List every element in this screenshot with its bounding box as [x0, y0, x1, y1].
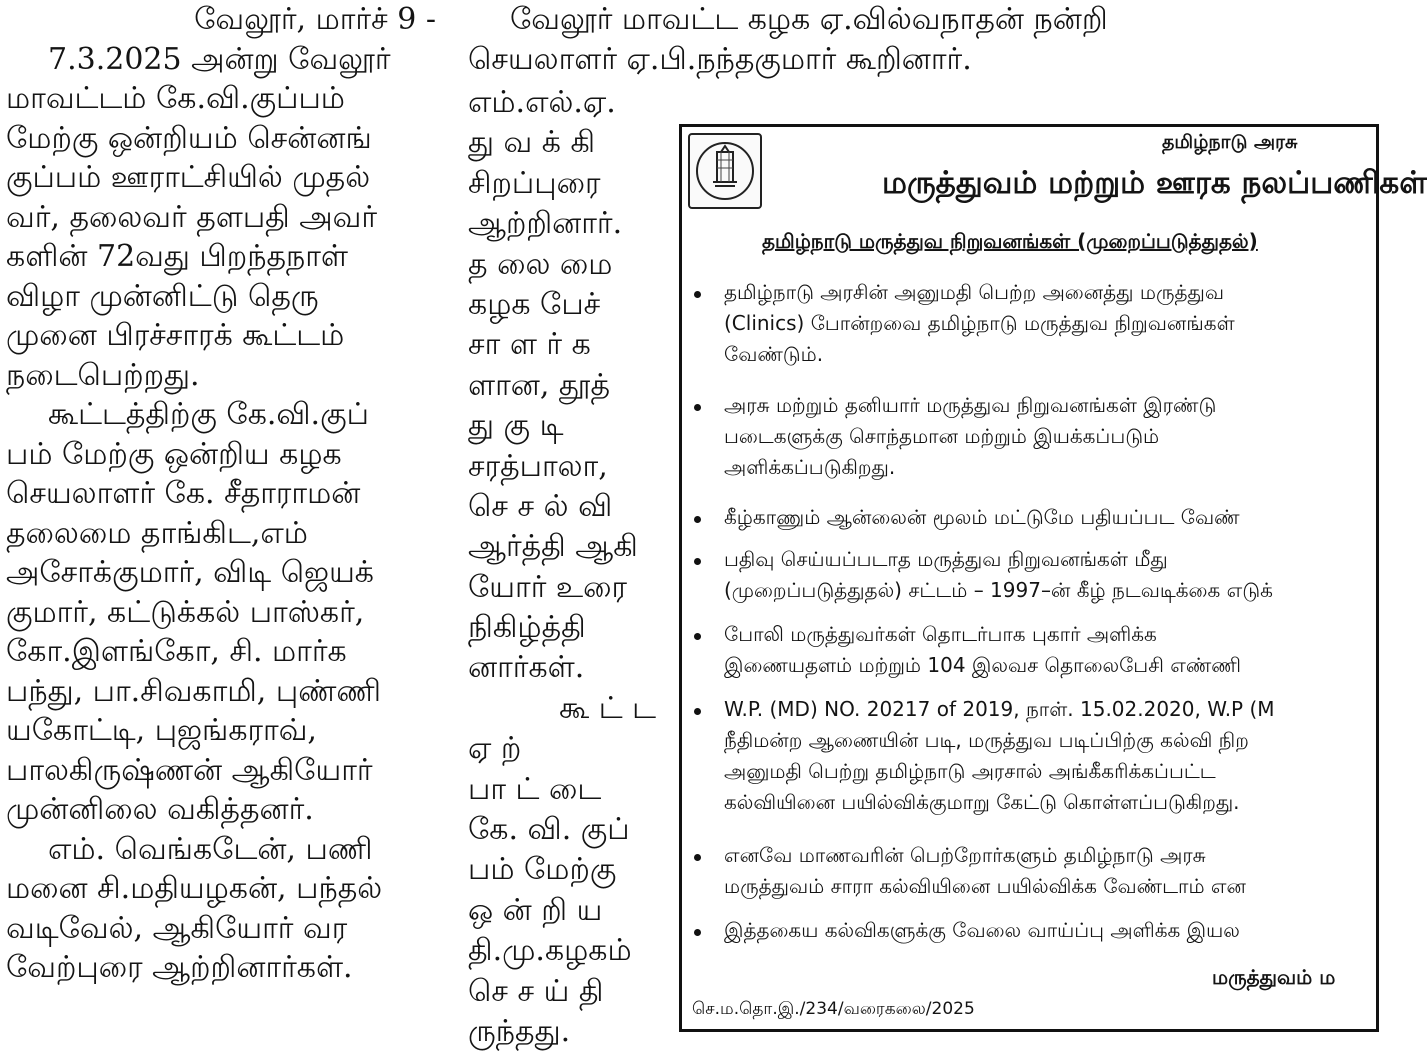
text-line: குப்பம் ஊராட்சியில் முதல் [6, 160, 371, 195]
text-line: நடைபெற்றது. [6, 357, 200, 393]
text-line: சரத்பாலா, [468, 448, 608, 484]
article-column-middle [468, 83, 656, 1052]
text-line: ஆற்றினார். [468, 206, 623, 242]
ad-bullet [682, 694, 1382, 818]
text-line: நிகிழ்த்தி [468, 610, 586, 646]
bullet-icon [694, 708, 701, 715]
text-line: னார்கள். [468, 650, 585, 686]
text-line: து வ க் கி [468, 125, 596, 161]
bullet-line: கல்வியினை பயில்விக்குமாறு கேட்டு கொள்ளப்படுகிறது. [724, 790, 1240, 814]
government-advertisement [679, 124, 1427, 1032]
bullet-icon [694, 516, 701, 523]
ad-bullet [682, 390, 1382, 483]
ad-bullet [682, 277, 1382, 370]
article-column-top [468, 0, 1358, 79]
bullet-line: போலி மருத்துவர்கள் தொடர்பாக புகார் அளிக்க [724, 622, 1157, 646]
ad-bullet [682, 502, 1382, 533]
text-line: வர், தலைவர் தளபதி அவர் [6, 199, 377, 235]
bullet-line: அளிக்கப்படுகிறது. [724, 455, 896, 479]
text-line: செயலாளர் கே. சீதாராமன் [6, 476, 361, 511]
text-line: மாவட்டம் கே.வி.குப்பம் [6, 81, 345, 116]
ad-signature: மருத்துவம் ம [1212, 965, 1336, 989]
text-line: மேற்கு ஒன்றியம் சென்னங் [6, 120, 372, 156]
text-line: செ ச ல் வி [468, 488, 613, 524]
dateline: வேலூர், மார்ச் 9 - [194, 2, 436, 37]
bullet-icon [694, 854, 701, 861]
text-line: விழா முன்னிட்டு தெரு [6, 278, 319, 314]
bullet-line: அரசு மற்றும் தனியார் மருத்துவ நிறுவனங்கள் இரண்டு [724, 393, 1217, 417]
bullet-line: படைகளுக்கு சொந்தமான மற்றும் இயக்கப்படும் [724, 424, 1160, 448]
bullet-line: (Clinics) போன்றவை தமிழ்நாடு மருத்துவ நிறுவனங்கள் [724, 311, 1235, 335]
bullet-line: வேண்டும். [724, 342, 824, 366]
ad-bullet [682, 840, 1382, 902]
bullet-line: அனுமதி பெற்று தமிழ்நாடு அரசால் அங்கீகரிக்கப்பட்ட [724, 759, 1216, 783]
text-line: எம்.எல்.ஏ. [468, 85, 616, 120]
bullet-line: W.P. (MD) NO. 20217 of 2019, நாள். 15.02.2020, W.P (M [724, 697, 1275, 721]
text-line: அசோக்குமார், விடி ஜெயக் [6, 555, 374, 590]
ad-bullet [682, 619, 1382, 681]
ad-bullet [682, 915, 1382, 946]
text-line: சா ள ர் க [468, 327, 591, 363]
text-line: யோர் உரை [468, 569, 628, 605]
bullet-icon [694, 291, 701, 298]
text-line: ஏ ற் [468, 731, 522, 767]
text-line: கே. வி. குப் [468, 812, 630, 848]
text-line: தி.மு.கழகம் [468, 933, 632, 969]
text-line: பாலகிருஷ்ணன் ஆகியோர் [6, 752, 373, 788]
text-line: பந்து, பா.சிவகாமி, புண்ணி [6, 673, 381, 709]
article-column-left [6, 0, 436, 988]
bullet-line: எனவே மாணவரின் பெற்றோர்களும் தமிழ்நாடு அரசு [724, 843, 1206, 867]
bullet-line: இணையதளம் மற்றும் 104 இலவச தொலைபேசி எண்ணி [724, 653, 1242, 677]
text-line: பம் மேற்கு ஒன்றிய கழக [6, 436, 342, 472]
text-line: முன்னிலை வகித்தனர். [6, 792, 314, 827]
department-title: மருத்துவம் மற்றும் ஊரக நலப்பணிகள் [882, 165, 1427, 201]
ad-subheading: தமிழ்நாடு மருத்துவ நிறுவனங்கள் (முறைப்படுத்துதல்) [762, 229, 1258, 253]
text-line: மனை சி.மதியழகன், பந்தல் [6, 871, 383, 906]
text-line: ளான, தூத் [468, 367, 611, 403]
text-line: செயலாளர் ஏ.பி.நந்தகுமார் கூறினார். [468, 41, 972, 77]
text-line: சிறப்புரை [468, 165, 601, 201]
text-line: ஒ ன் றி ய [468, 892, 603, 928]
ad-header [682, 127, 1427, 215]
text-line: செ ச ய் தி [468, 973, 604, 1009]
text-line: கூட்டத்திற்கு கே.வி.குப் [48, 397, 369, 432]
bullet-line: இத்தகைய கல்விகளுக்கு வேலை வாய்ப்பு அளிக்க இயல [724, 918, 1240, 942]
text-line: ஆர்த்தி ஆகி [468, 529, 638, 565]
bullet-icon [694, 558, 701, 565]
bullet-line: பதிவு செய்யப்படாத மருத்துவ நிறுவனங்கள் மீது [724, 547, 1168, 571]
bullet-line: நீதிமன்ற ஆணையின் படி, மருத்துவ படிப்பிற்கு கல்வி நிற [724, 728, 1249, 752]
bullet-line: (முறைப்படுத்துதல்) சட்டம் – 1997–ன் கீழ் நடவடிக்கை எடுக் [724, 578, 1273, 602]
ad-bullet [682, 544, 1382, 606]
bullet-line: தமிழ்நாடு அரசின் அனுமதி பெற்ற அனைத்து மருத்துவ [724, 280, 1224, 304]
text-line: கூ ட் ட [559, 690, 656, 726]
text-line: த லை மை [468, 246, 613, 282]
text-line: குமார், கட்டுக்கல் பாஸ்கர், [6, 594, 365, 630]
text-line: கோ.இளங்கோ, சி. மார்க [6, 634, 347, 669]
text-line: முனை பிரச்சாரக் கூட்டம் [6, 318, 345, 353]
text-line: தலைமை தாங்கிட,எம் [6, 515, 308, 551]
bullet-line: கீழ்காணும் ஆன்லைன் மூலம் மட்டுமே பதியப்பட வேண் [724, 505, 1240, 529]
government-label: தமிழ்நாடு அரசு [1162, 131, 1298, 153]
text-line: வேலூர் மாவட்ட கழக ஏ.வில்வநாதன் நன்றி [510, 2, 1108, 37]
text-line: வடிவேல், ஆகியோர் வர [6, 910, 348, 946]
bullet-icon [694, 633, 701, 640]
bullet-icon [694, 929, 701, 936]
text-line: ருந்தது. [468, 1013, 571, 1049]
text-line: யகோட்டி, புஜங்கராவ், [6, 713, 317, 748]
text-line: பம் மேற்கு [468, 852, 617, 888]
text-line: 7.3.2025 அன்று வேலூர் [48, 41, 391, 77]
text-line: களின் 72வது பிறந்தநாள் [6, 239, 348, 274]
bullet-line: மருத்துவம் சாரா கல்வியினை பயில்விக்க வேண்டாம் என [724, 874, 1246, 898]
text-line: பா ட் டை [468, 771, 602, 807]
ad-reference-number: செ.ம.தொ.இ./234/வரைகலை/2025 [692, 999, 975, 1019]
tamil-nadu-emblem-icon [688, 133, 762, 209]
text-line: வேற்புரை ஆற்றினார்கள். [6, 950, 353, 985]
text-line: எம். வெங்கடேன், பணி [48, 831, 373, 867]
bullet-icon [694, 404, 701, 411]
text-line: து கு டி [468, 408, 564, 444]
text-line: கழக பேச் [468, 286, 601, 322]
